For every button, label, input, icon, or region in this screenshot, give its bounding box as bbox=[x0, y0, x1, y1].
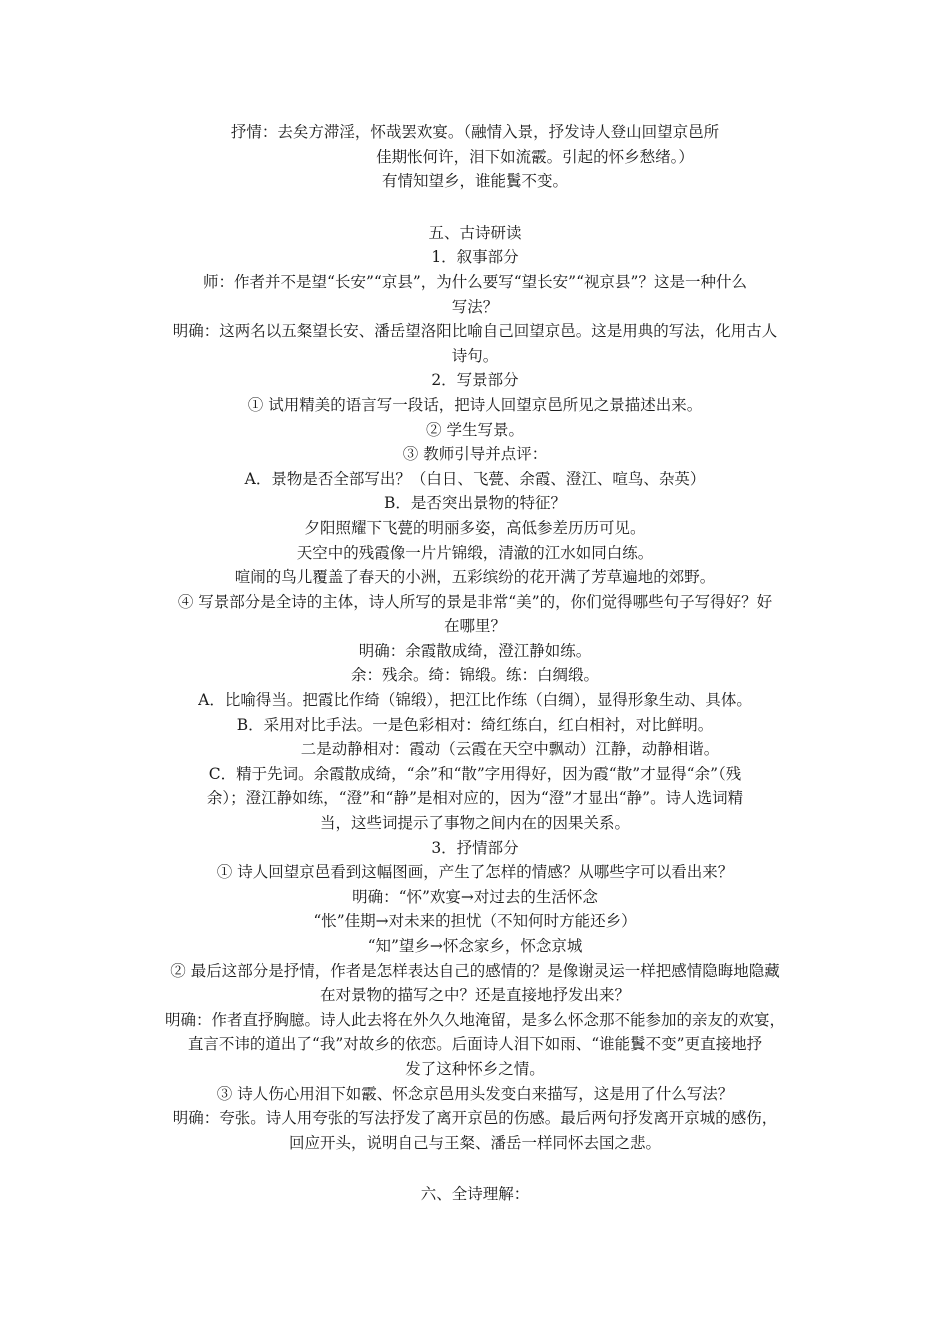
section-heading-6: 六、全诗理解： bbox=[420, 1185, 530, 1204]
text-line: 在对景物的描写之中？还是直接地抒发出来？ bbox=[319, 986, 630, 1005]
text-line: 明确：这两名以五粲望长安、潘岳望洛阳比喻自己回望京邑。这是用典的写法，化用古人 bbox=[172, 322, 778, 341]
text-line: A．景物是否全部写出？（白日、飞甍、余霞、澄江、喧鸟、杂英） bbox=[244, 469, 706, 488]
text-line: ① 试用精美的语言写一段话，把诗人回望京邑所见之景描述出来。 bbox=[247, 395, 703, 414]
text-line: 当，这些词提示了事物之间内在的因果关系。 bbox=[319, 814, 630, 833]
text-line: ② 最后这部分是抒情，作者是怎样表达自己的感情的？是像谢灵运一样把感情隐晦地隐藏 bbox=[170, 961, 780, 980]
text-line: 诗句。 bbox=[451, 346, 499, 365]
text-line: 明确：夸张。诗人用夸张的写法抒发了离开京邑的伤感。最后两句抒发离开京城的感伤， bbox=[172, 1109, 778, 1128]
section-heading-5: 五、古诗研读 bbox=[428, 223, 522, 242]
text-line: A．比喻得当。把霞比作绮（锦缎），把江比作练（白绸），显得形象生动、具体。 bbox=[198, 691, 752, 710]
document-page bbox=[130, 120, 820, 1207]
text-line: 在哪里？ bbox=[443, 617, 506, 636]
text-line: ③ 教师引导并点评： bbox=[402, 445, 548, 464]
spacer bbox=[130, 194, 820, 221]
text-line: ③ 诗人伤心用泪下如霰、怀念京邑用头发变白来描写，这是用了什么写法？ bbox=[216, 1084, 734, 1103]
text-line: “知”望乡→怀念家乡，怀念京城 bbox=[367, 937, 583, 955]
text-line: C．精于先词。余霞散成绮，“余”和“散”字用得好，因为霞“散”才显得“余”（残 bbox=[208, 764, 742, 783]
text-line: 直言不讳的道出了“我”对故乡的依恋。后面诗人泪下如雨、“谁能鬒不变”更直接地抒 bbox=[187, 1035, 763, 1054]
text-line: 天空中的残霞像一片片锦缎，清澈的江水如同白练。 bbox=[296, 543, 654, 562]
text-line: 写法？ bbox=[451, 297, 499, 316]
text-line: 喧闹的鸟儿覆盖了春天的小洲，五彩缤纷的花开满了芳草遍地的郊野。 bbox=[234, 568, 716, 587]
text-line: 明确：“怀”欢宴→对过去的生活怀念 bbox=[352, 887, 598, 906]
text-line: 余）；澄江静如练，“澄”和“静”是相对应的，因为“澄”才显出“静”。诗人选词精 bbox=[206, 789, 744, 808]
text-line: ① 诗人回望京邑看到这幅图画，产生了怎样的情感？从哪些字可以看出来？ bbox=[216, 863, 734, 882]
text-line: 抒情：去矣方滞淫，怀哉罢欢宴。（融情入景，抒发诗人登山回望京邑所 bbox=[230, 123, 720, 141]
text-line: B．是否突出景物的特征？ bbox=[384, 494, 566, 513]
text-line: ④ 写景部分是全诗的主体，诗人所写的景是非常“美”的，你们觉得哪些句子写得好？好 bbox=[177, 592, 773, 611]
text-line: 1．叙事部分 bbox=[431, 248, 519, 267]
text-line: 师：作者并不是望“长安”“京县”，为什么要写“望长安”“视京县”？这是一种什么 bbox=[203, 272, 747, 291]
text-line: 余：残余。绮：锦缎。练：白绸缎。 bbox=[350, 666, 599, 685]
text-line: 夕阳照耀下飞甍的明丽多姿，高低参差历历可见。 bbox=[304, 518, 646, 537]
text-line: 二是动静相对：霞动（云霞在天空中飘动）江静，动静相谐。 bbox=[300, 740, 720, 759]
text-line: 佳期怅何许，泪下如流霰。引起的怀乡愁绪。） bbox=[376, 147, 694, 166]
text-line: 回应开头，说明自己与王粲、潘岳一样同怀去国之悲。 bbox=[288, 1133, 661, 1152]
text-line: 有情知望乡，谁能鬒不变。 bbox=[381, 172, 568, 191]
text-line: ② 学生写景。 bbox=[426, 420, 524, 439]
text-line: 明确：作者直抒胸臆。诗人此去将在外久久地淹留，是多么怀念那不能参加的亲友的欢宴， bbox=[164, 1010, 785, 1029]
text-line: B．采用对比手法。一是色彩相对：绮红练白，红白相衬，对比鲜明。 bbox=[236, 715, 714, 734]
text-line: 2．写景部分 bbox=[431, 371, 519, 390]
spacer bbox=[130, 1155, 820, 1182]
text-line: “怅”佳期→对未来的担忧（不知何时方能还乡） bbox=[313, 912, 637, 931]
text-line: 3．抒情部分 bbox=[431, 838, 519, 857]
text-line: 明确：余霞散成绮，澄江静如练。 bbox=[358, 641, 592, 660]
text-line: 发了这种怀乡之情。 bbox=[405, 1059, 545, 1078]
